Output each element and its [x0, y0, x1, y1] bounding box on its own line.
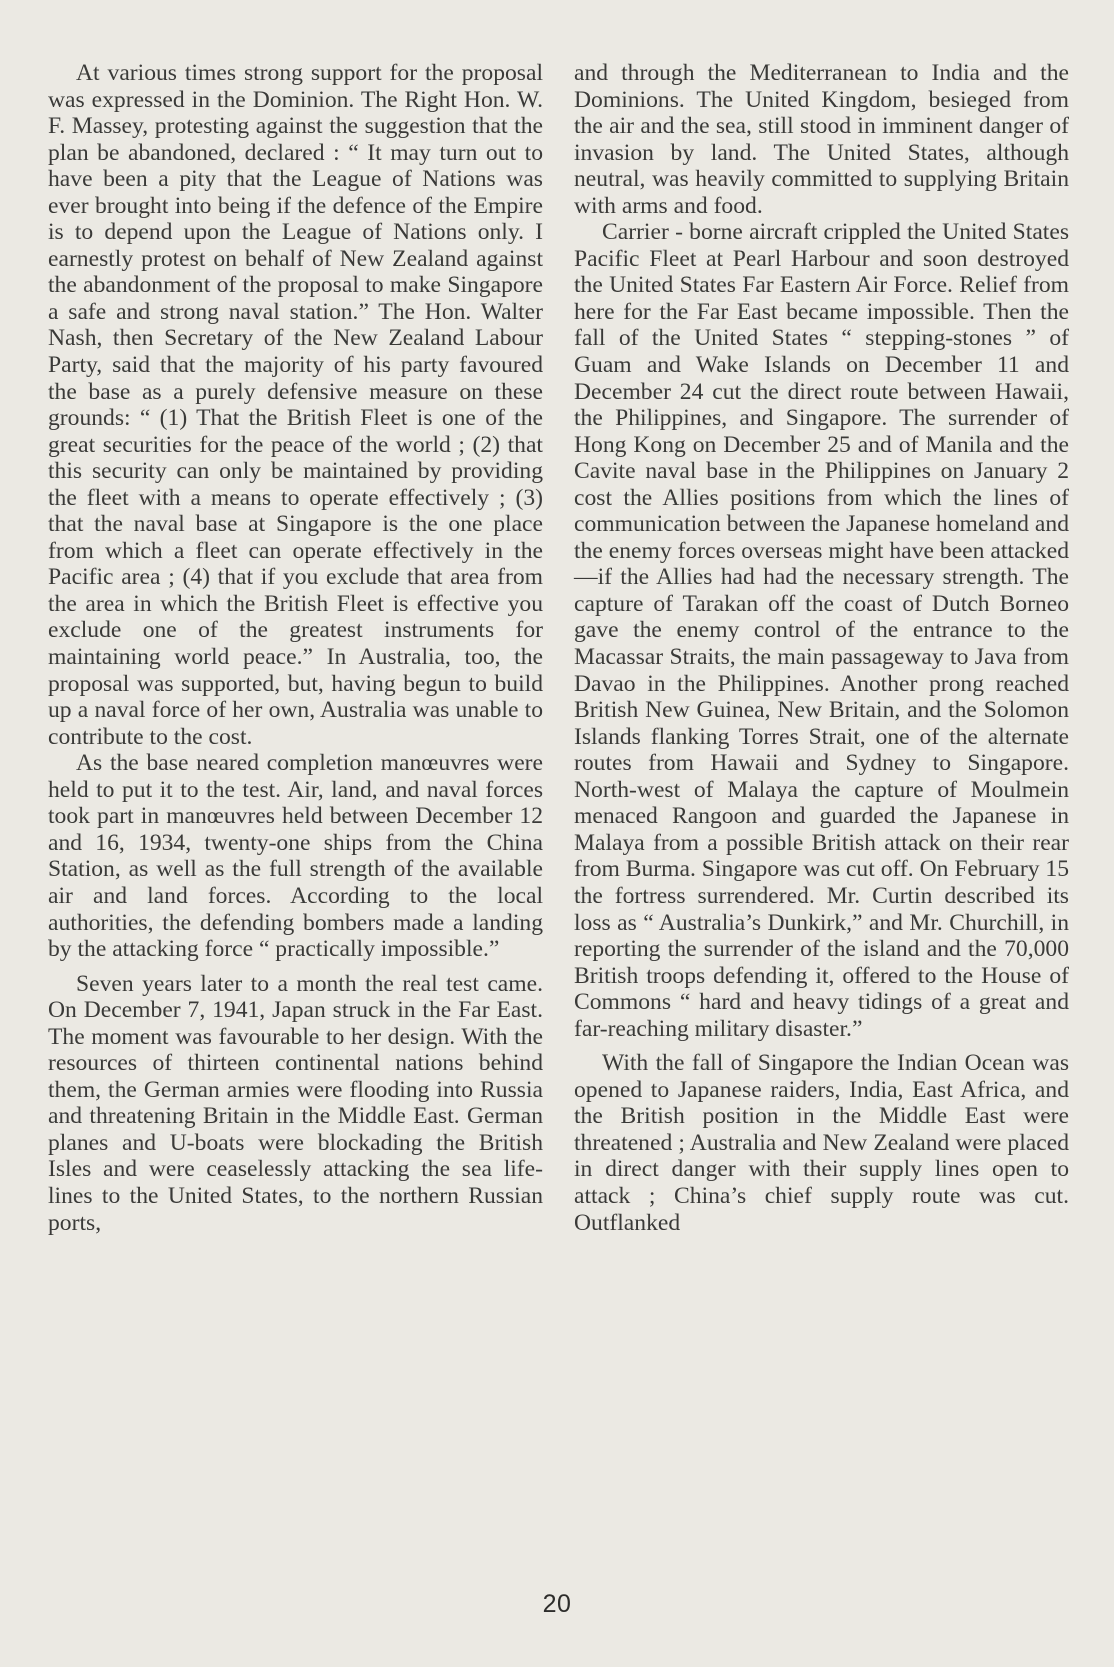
- paragraph: With the fall of Singapore the Indian Ocean was opened to Japanese raiders, India, East Africa, and the British position in the Middle East were threatened ; Australia and New Zealand were placed in direct danger with their supply lines open to attack ; China’s chief supply route was cut. Outflanked: [574, 1050, 1069, 1236]
- paragraph: Seven years later to a month the real test came. On December 7, 1941, Japan struck in the Far East. The moment was favourable to her design. With the resources of thirteen continental nations behind them, the German armies were flooding into Russia and threatening Britain in the Middle East. German planes and U-boats were blockading the British Isles and were ceaselessly attacking the sea life-lines to the United States, to the northern Russian ports,: [48, 970, 543, 1236]
- paragraph: Carrier - borne aircraft crippled the United States Pacific Fleet at Pearl Harbour and soon destroyed the United States Far Eastern Air Force. Relief from here for the Far East became impossible. Then the fall of the United States “ stepping-stones ” of Guam and Wake Islands on December 11 and December 24 cut the direct route between Hawaii, the Philippines, and Singapore. The surrender of Hong Kong on December 25 and of Manila and the Cavite naval base in the Philippines on January 2 cost the Allies positions from which the lines of communication between the Japanese homeland and the enemy forces overseas might have been attacked —if the Allies had had the necessary strength. The capture of Tarakan off the coast of Dutch Borneo gave the enemy control of the entrance to the Macassar Straits, the main passageway to Java from Davao in the Philippines. Another prong reached British New Guinea, New Britain, and the Solomon Islands flanking Torres Strait, one of the alternate routes from Hawaii and Sydney to Singapore. North-west of Malaya the capture of Moulmein menaced Rangoon and guarded the Japanese in Malaya from a possible British attack on their rear from Burma. Singapore was cut off. On February 15 the fortress surrendered. Mr. Curtin described its loss as “ Australia’s Dunkirk,” and Mr. Churchill, in reporting the surrender of the island and the 70,000 British troops defending it, offered to the House of Commons “ hard and heavy tidings of a great and far-reaching military disaster.”: [574, 219, 1069, 1042]
- left-text-column: [48, 60, 543, 1236]
- paragraph: As the base neared completion manœuvres were held to put it to the test. Air, land, and naval forces took part in manœuvres held between December 12 and 16, 1934, twenty-one ships from the China Station, as well as the full strength of the available air and land forces. According to the local authorities, the defending bombers made a landing by the attacking force “ practically impossible.”: [48, 750, 543, 963]
- page-number: 20: [542, 1590, 572, 1618]
- right-text-column: [574, 60, 1069, 1236]
- paragraph: and through the Mediterranean to India and the Dominions. The United Kingdom, besieged from the air and the sea, still stood in imminent danger of invasion by land. The United States, although neutral, was heavily committed to supplying Britain with arms and food.: [574, 60, 1069, 219]
- paragraph: At various times strong support for the proposal was expressed in the Dominion. The Right Hon. W. F. Massey, protesting against the suggestion that the plan be abandoned, declared : “ It may turn out to have been a pity that the League of Nations was ever brought into being if the defence of the Empire is to depend upon the League of Nations only. I earnestly protest on behalf of New Zealand against the abandonment of the proposal to make Singapore a safe and strong naval station.” The Hon. Walter Nash, then Secretary of the New Zealand Labour Party, said that the majority of his party favoured the base as a purely defensive measure on these grounds: “ (1) That the British Fleet is one of the great securities for the peace of the world ; (2) that this security can only be maintained by providing the fleet with a means to operate effectively ; (3) that the naval base at Singapore is the one place from which a fleet can operate effectively in the Pacific area ; (4) that if you exclude that area from the area in which the British Fleet is effective you exclude one of the greatest instruments for maintaining world peace.” In Australia, too, the proposal was supported, but, having begun to build up a naval force of her own, Australia was unable to contribute to the cost.: [48, 60, 543, 750]
